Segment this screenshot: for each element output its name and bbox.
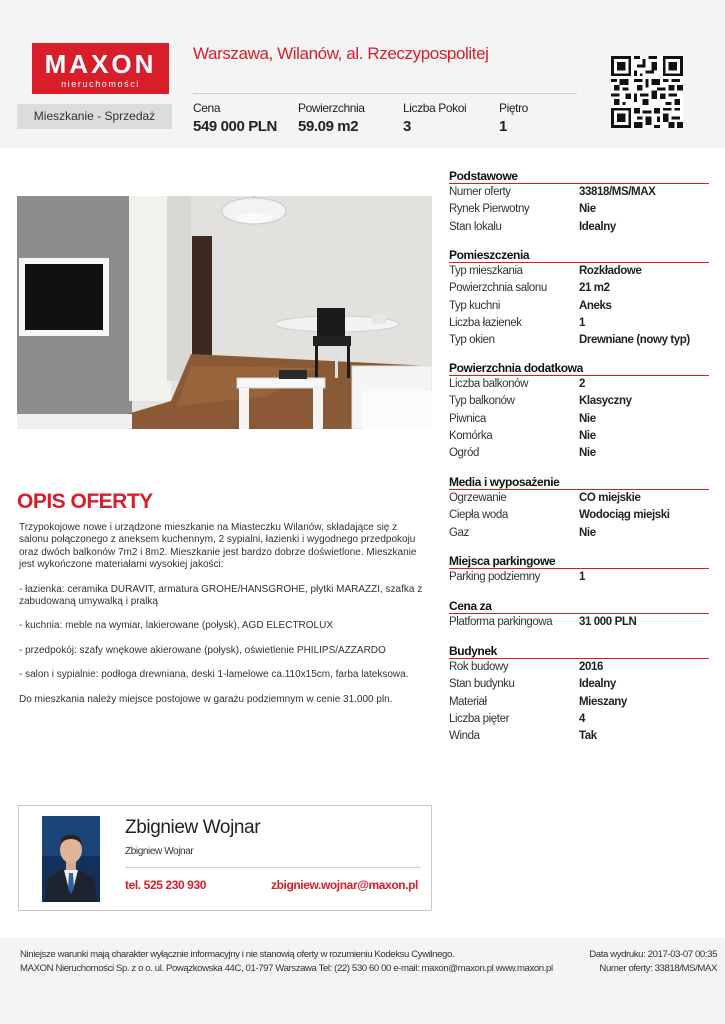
section-heading: Media i wyposażenie bbox=[449, 475, 709, 490]
detail-key: Stan lokalu bbox=[449, 220, 502, 233]
detail-value: 2016 bbox=[579, 661, 603, 673]
detail-row bbox=[449, 219, 709, 236]
section-rooms bbox=[449, 248, 709, 349]
detail-row bbox=[449, 676, 709, 693]
detail-row bbox=[449, 614, 709, 631]
section-media bbox=[449, 475, 709, 542]
detail-row bbox=[449, 332, 709, 349]
detail-row bbox=[449, 711, 709, 728]
detail-value: Nie bbox=[579, 526, 596, 539]
detail-key: Ciepła woda bbox=[449, 509, 508, 522]
detail-value: 4 bbox=[579, 712, 585, 725]
detail-key: Platforma parkingowa bbox=[449, 616, 553, 628]
stat-price bbox=[193, 101, 277, 135]
detail-key: Powierzchnia salonu bbox=[449, 282, 547, 295]
detail-key: Numer oferty bbox=[449, 186, 511, 198]
detail-row bbox=[449, 507, 709, 524]
detail-row bbox=[449, 280, 709, 297]
detail-value: Aneks bbox=[579, 299, 612, 312]
detail-key: Winda bbox=[449, 730, 480, 743]
detail-row bbox=[449, 694, 709, 711]
detail-value: Nie bbox=[579, 203, 596, 216]
detail-key: Ogród bbox=[449, 447, 479, 460]
detail-row bbox=[449, 376, 709, 393]
detail-row bbox=[449, 184, 709, 201]
section-parking bbox=[449, 554, 709, 586]
description-paragraph: - salon i sypialnie: podłoga drewniana, deski 1-lamelowe ca.110x15cm, farba lateksowa. bbox=[19, 669, 409, 681]
stat-value: 1 bbox=[499, 118, 507, 135]
detail-row bbox=[449, 569, 709, 586]
footer-offer-number: Numer oferty: 33818/MS/MAX bbox=[599, 963, 717, 974]
stat-rooms bbox=[403, 101, 466, 135]
agent-avatar bbox=[42, 816, 100, 902]
logo-sub-text: nieruchomości bbox=[61, 79, 140, 89]
stat-label: Cena bbox=[193, 101, 221, 115]
detail-key: Liczba łazienek bbox=[449, 316, 522, 329]
section-additional-area bbox=[449, 361, 709, 462]
detail-value: CO miejskie bbox=[579, 492, 641, 504]
detail-value: Wodociąg miejski bbox=[579, 509, 670, 522]
section-building bbox=[449, 644, 709, 745]
footer-print-date: Data wydruku: 2017-03-07 00:35 bbox=[589, 949, 717, 960]
stat-label: Powierzchnia bbox=[298, 101, 365, 115]
detail-key: Piwnica bbox=[449, 412, 486, 425]
stat-label: Liczba Pokoi bbox=[403, 101, 467, 115]
footer-disclaimer: Niniejsze warunki mają charakter wyłącznie informacyjny i nie stanowią oferty w rozumieniu Kodeksu Cywilnego. bbox=[20, 949, 455, 960]
detail-key: Parking podziemny bbox=[449, 571, 541, 583]
maxon-logo bbox=[32, 43, 169, 94]
logo-main-text: MAXON bbox=[44, 49, 157, 79]
stat-value: 3 bbox=[403, 118, 411, 135]
detail-row bbox=[449, 393, 709, 410]
agent-card bbox=[18, 805, 432, 911]
footer-band bbox=[0, 938, 725, 1024]
detail-key: Liczba pięter bbox=[449, 712, 510, 725]
detail-value: Mieszany bbox=[579, 695, 627, 708]
detail-value: 31 000 PLN bbox=[579, 616, 637, 628]
detail-key: Rok budowy bbox=[449, 661, 509, 673]
section-heading: Powierzchnia dodatkowa bbox=[449, 361, 709, 376]
agent-divider bbox=[125, 867, 421, 868]
stat-value: 549 000 PLN bbox=[193, 118, 277, 135]
description-paragraph: Do mieszkania należy miejsce postojowe w garażu podziemnym w cenie 31.000 pln. bbox=[19, 693, 393, 705]
description-paragraph: - kuchnia: meble na wymiar, lakierowane (połysk), AGD ELECTROLUX bbox=[19, 620, 334, 632]
section-basic bbox=[449, 169, 709, 236]
stat-floor bbox=[499, 101, 528, 135]
detail-value: Tak bbox=[579, 730, 597, 743]
description-body bbox=[19, 522, 429, 718]
description-paragraph: - łazienka: ceramika DURAVIT, armatura GROHE/HANSGROHE, płytki MARAZZI, szafka z zabudowaną umywalką i pralką bbox=[19, 583, 423, 608]
detail-value: Rozkładowe bbox=[579, 265, 642, 277]
detail-key: Gaz bbox=[449, 526, 469, 539]
detail-key: Ogrzewanie bbox=[449, 492, 507, 504]
detail-row bbox=[449, 490, 709, 507]
qr-code-icon bbox=[611, 56, 683, 128]
detail-value: 1 bbox=[579, 571, 585, 583]
agent-name: Zbigniew Wojnar bbox=[125, 817, 261, 838]
header-band bbox=[0, 0, 725, 148]
detail-value: 21 m2 bbox=[579, 282, 610, 295]
detail-row bbox=[449, 525, 709, 542]
detail-key: Typ kuchni bbox=[449, 299, 500, 312]
detail-key: Typ okien bbox=[449, 334, 495, 347]
offer-type-badge: Mieszkanie - Sprzedaż bbox=[17, 104, 172, 129]
footer-left bbox=[20, 948, 553, 976]
detail-key: Liczba balkonów bbox=[449, 378, 529, 390]
section-heading: Miejsca parkingowe bbox=[449, 554, 709, 569]
detail-value: Nie bbox=[579, 412, 596, 425]
stat-area bbox=[298, 101, 365, 135]
agent-email-link[interactable]: zbigniew.wojnar@maxon.pl bbox=[270, 878, 418, 892]
detail-row bbox=[449, 411, 709, 428]
stat-value: 59.09 m2 bbox=[298, 118, 359, 135]
detail-value: Nie bbox=[579, 447, 596, 460]
stat-label: Piętro bbox=[499, 101, 528, 115]
section-heading: Budynek bbox=[449, 644, 709, 659]
detail-value: Drewniane (nowy typ) bbox=[579, 334, 690, 347]
footer-right bbox=[589, 948, 717, 976]
agent-subtitle: Zbigniew Wojnar bbox=[125, 846, 194, 857]
detail-row bbox=[449, 445, 709, 462]
detail-key: Stan budynku bbox=[449, 678, 515, 691]
detail-key: Komórka bbox=[449, 429, 493, 442]
section-heading: Pomieszczenia bbox=[449, 248, 709, 263]
description-paragraph: Trzypokojowe nowe i urządzone mieszkanie na Miasteczku Wilanów, składające się z salonu połączonego z aneksem kuchennym, 2 sypialni, łazienki i wygodnego przedpokoju oraz dwóch balkonów 7m2 i 8m2. Mieszkanie jest bardzo dobrze doświetlone. Mieszkanie jest wykończone materiałami wysokiej jakości: bbox=[19, 522, 417, 571]
detail-value: Idealny bbox=[579, 220, 616, 233]
detail-row bbox=[449, 201, 709, 218]
apartment-photo bbox=[17, 196, 432, 429]
detail-value: 2 bbox=[579, 378, 585, 390]
section-heading: Cena za bbox=[449, 599, 709, 614]
detail-value: 33818/MS/MAX bbox=[579, 186, 656, 198]
detail-row bbox=[449, 298, 709, 315]
detail-key: Typ balkonów bbox=[449, 395, 515, 408]
footer-company: MAXON Nieruchomości Sp. z o o. ul. Powązkowska 44C, 01-797 Warszawa Tel: (22) 530 60 00 e-mail: maxon@maxon.pl www.maxon.pl bbox=[20, 963, 553, 974]
detail-row bbox=[449, 263, 709, 280]
detail-value: 1 bbox=[579, 316, 585, 329]
detail-value: Idealny bbox=[579, 678, 616, 691]
description-paragraph: - przedpokój: szafy wnękowe akierowane (połysk), oświetlenie PHILIPS/AZZARDO bbox=[19, 644, 386, 656]
description-title: OPIS OFERTY bbox=[17, 490, 153, 513]
agent-phone-link[interactable]: tel. 525 230 930 bbox=[125, 878, 207, 892]
detail-key: Materiał bbox=[449, 695, 487, 708]
detail-value: Klasyczny bbox=[579, 395, 632, 408]
detail-row bbox=[449, 428, 709, 445]
detail-row bbox=[449, 315, 709, 332]
detail-key: Typ mieszkania bbox=[449, 265, 523, 277]
detail-key: Rynek Pierwotny bbox=[449, 203, 530, 216]
detail-value: Nie bbox=[579, 429, 596, 442]
section-heading: Podstawowe bbox=[449, 169, 709, 184]
address-divider bbox=[193, 93, 577, 94]
offer-address: Warszawa, Wilanów, al. Rzeczypospolitej bbox=[193, 44, 489, 63]
section-price-for bbox=[449, 599, 709, 631]
detail-row bbox=[449, 659, 709, 676]
detail-row bbox=[449, 728, 709, 745]
